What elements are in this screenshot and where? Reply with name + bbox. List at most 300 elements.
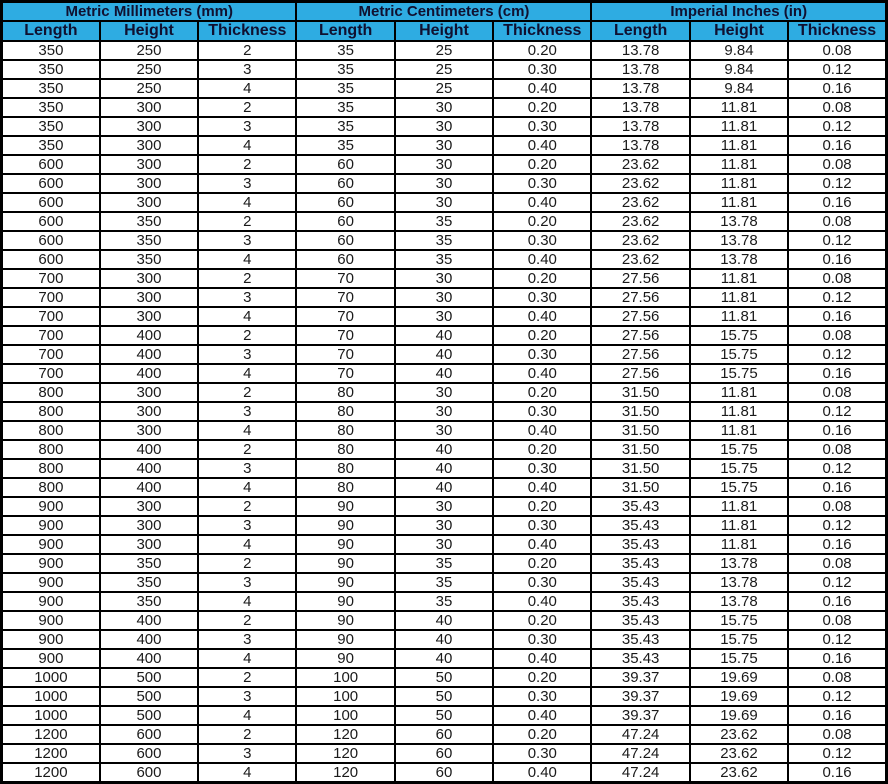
table-cell: 11.81 xyxy=(690,98,788,117)
table-cell: 0.12 xyxy=(788,117,886,136)
table-cell: 400 xyxy=(100,649,198,668)
table-cell: 11.81 xyxy=(690,383,788,402)
table-cell: 9.84 xyxy=(690,79,788,98)
table-cell: 39.37 xyxy=(591,668,689,687)
table-cell: 27.56 xyxy=(591,288,689,307)
table-cell: 30 xyxy=(395,155,493,174)
table-cell: 40 xyxy=(395,611,493,630)
table-row xyxy=(2,573,887,592)
table-cell: 3 xyxy=(198,174,296,193)
table-cell: 19.69 xyxy=(690,687,788,706)
table-cell: 11.81 xyxy=(690,174,788,193)
table-cell: 9.84 xyxy=(690,41,788,60)
table-cell: 100 xyxy=(296,668,394,687)
table-cell: 0.08 xyxy=(788,98,886,117)
table-cell: 35.43 xyxy=(591,516,689,535)
table-cell: 19.69 xyxy=(690,706,788,725)
table-cell: 300 xyxy=(100,402,198,421)
table-cell: 13.78 xyxy=(591,98,689,117)
table-cell: 31.50 xyxy=(591,402,689,421)
table-cell: 0.40 xyxy=(493,421,591,440)
table-row xyxy=(2,155,887,174)
table-cell: 0.16 xyxy=(788,307,886,326)
table-cell: 11.81 xyxy=(690,402,788,421)
table-cell: 31.50 xyxy=(591,459,689,478)
table-row xyxy=(2,744,887,763)
table-cell: 23.62 xyxy=(591,174,689,193)
table-row xyxy=(2,60,887,79)
table-row xyxy=(2,288,887,307)
table-cell: 1200 xyxy=(2,763,100,783)
table-cell: 23.62 xyxy=(591,212,689,231)
table-cell: 120 xyxy=(296,763,394,783)
table-cell: 27.56 xyxy=(591,326,689,345)
table-cell: 13.78 xyxy=(690,212,788,231)
table-cell: 300 xyxy=(100,193,198,212)
table-cell: 900 xyxy=(2,497,100,516)
table-cell: 0.40 xyxy=(493,706,591,725)
table-cell: 0.12 xyxy=(788,288,886,307)
table-cell: 350 xyxy=(100,231,198,250)
table-cell: 31.50 xyxy=(591,478,689,497)
table-cell: 2 xyxy=(198,725,296,744)
table-cell: 60 xyxy=(395,744,493,763)
table-row xyxy=(2,345,887,364)
table-cell: 35.43 xyxy=(591,611,689,630)
table-cell: 1200 xyxy=(2,725,100,744)
table-cell: 400 xyxy=(100,478,198,497)
table-cell: 0.16 xyxy=(788,763,886,783)
table-cell: 0.30 xyxy=(493,573,591,592)
table-cell: 15.75 xyxy=(690,345,788,364)
table-cell: 50 xyxy=(395,706,493,725)
table-cell: 0.16 xyxy=(788,649,886,668)
table-cell: 2 xyxy=(198,41,296,60)
table-cell: 0.30 xyxy=(493,630,591,649)
column-header-mm-thickness: Thickness xyxy=(198,21,296,41)
table-cell: 35 xyxy=(296,98,394,117)
table-cell: 60 xyxy=(395,763,493,783)
table-row xyxy=(2,364,887,383)
table-cell: 40 xyxy=(395,649,493,668)
table-row xyxy=(2,668,887,687)
table-cell: 0.16 xyxy=(788,193,886,212)
table-cell: 1000 xyxy=(2,687,100,706)
table-cell: 1000 xyxy=(2,706,100,725)
table-cell: 15.75 xyxy=(690,611,788,630)
table-row xyxy=(2,535,887,554)
table-cell: 0.20 xyxy=(493,155,591,174)
table-cell: 600 xyxy=(100,763,198,783)
table-cell: 90 xyxy=(296,497,394,516)
table-cell: 27.56 xyxy=(591,269,689,288)
table-row xyxy=(2,402,887,421)
table-cell: 0.20 xyxy=(493,269,591,288)
table-cell: 0.20 xyxy=(493,668,591,687)
table-cell: 0.30 xyxy=(493,231,591,250)
table-cell: 23.62 xyxy=(591,231,689,250)
table-cell: 600 xyxy=(2,250,100,269)
table-cell: 0.30 xyxy=(493,60,591,79)
column-header-in-height: Height xyxy=(690,21,788,41)
table-cell: 11.81 xyxy=(690,535,788,554)
table-cell: 800 xyxy=(2,383,100,402)
table-cell: 2 xyxy=(198,326,296,345)
table-cell: 400 xyxy=(100,364,198,383)
table-cell: 4 xyxy=(198,250,296,269)
table-cell: 15.75 xyxy=(690,459,788,478)
table-cell: 15.75 xyxy=(690,630,788,649)
table-header xyxy=(2,2,887,42)
table-cell: 23.62 xyxy=(591,250,689,269)
table-cell: 30 xyxy=(395,288,493,307)
group-header-row xyxy=(2,2,887,22)
table-cell: 15.75 xyxy=(690,440,788,459)
table-cell: 0.12 xyxy=(788,516,886,535)
table-cell: 400 xyxy=(100,630,198,649)
table-cell: 600 xyxy=(100,725,198,744)
table-cell: 250 xyxy=(100,41,198,60)
table-cell: 80 xyxy=(296,383,394,402)
table-cell: 0.12 xyxy=(788,630,886,649)
table-row xyxy=(2,117,887,136)
table-cell: 11.81 xyxy=(690,136,788,155)
table-cell: 0.30 xyxy=(493,459,591,478)
table-cell: 90 xyxy=(296,573,394,592)
table-cell: 2 xyxy=(198,497,296,516)
table-cell: 80 xyxy=(296,440,394,459)
table-row xyxy=(2,174,887,193)
table-cell: 15.75 xyxy=(690,364,788,383)
table-cell: 900 xyxy=(2,573,100,592)
table-cell: 2 xyxy=(198,269,296,288)
table-cell: 40 xyxy=(395,326,493,345)
table-cell: 35.43 xyxy=(591,497,689,516)
table-cell: 600 xyxy=(2,212,100,231)
table-cell: 35.43 xyxy=(591,649,689,668)
table-cell: 500 xyxy=(100,668,198,687)
table-cell: 3 xyxy=(198,117,296,136)
table-cell: 0.20 xyxy=(493,440,591,459)
table-cell: 3 xyxy=(198,288,296,307)
table-cell: 0.40 xyxy=(493,478,591,497)
table-cell: 4 xyxy=(198,649,296,668)
table-cell: 0.40 xyxy=(493,193,591,212)
table-cell: 800 xyxy=(2,402,100,421)
table-row xyxy=(2,516,887,535)
table-row xyxy=(2,725,887,744)
table-cell: 13.78 xyxy=(591,41,689,60)
table-cell: 3 xyxy=(198,516,296,535)
table-cell: 4 xyxy=(198,136,296,155)
table-cell: 4 xyxy=(198,307,296,326)
table-cell: 80 xyxy=(296,402,394,421)
table-cell: 4 xyxy=(198,193,296,212)
table-cell: 3 xyxy=(198,630,296,649)
table-row xyxy=(2,497,887,516)
table-cell: 3 xyxy=(198,345,296,364)
table-cell: 4 xyxy=(198,763,296,783)
table-cell: 3 xyxy=(198,744,296,763)
table-cell: 15.75 xyxy=(690,478,788,497)
table-cell: 0.08 xyxy=(788,554,886,573)
table-cell: 13.78 xyxy=(690,250,788,269)
table-cell: 0.12 xyxy=(788,459,886,478)
table-cell: 30 xyxy=(395,174,493,193)
table-cell: 3 xyxy=(198,402,296,421)
table-cell: 47.24 xyxy=(591,763,689,783)
table-cell: 0.08 xyxy=(788,212,886,231)
table-cell: 0.12 xyxy=(788,573,886,592)
table-cell: 4 xyxy=(198,592,296,611)
table-cell: 350 xyxy=(2,60,100,79)
table-cell: 300 xyxy=(100,174,198,193)
table-cell: 90 xyxy=(296,516,394,535)
table-cell: 90 xyxy=(296,630,394,649)
table-row xyxy=(2,307,887,326)
table-cell: 350 xyxy=(2,79,100,98)
table-row xyxy=(2,706,887,725)
table-row xyxy=(2,326,887,345)
table-cell: 0.30 xyxy=(493,174,591,193)
table-cell: 3 xyxy=(198,60,296,79)
table-cell: 400 xyxy=(100,459,198,478)
table-cell: 30 xyxy=(395,535,493,554)
table-cell: 0.08 xyxy=(788,611,886,630)
table-cell: 31.50 xyxy=(591,383,689,402)
table-cell: 31.50 xyxy=(591,440,689,459)
table-cell: 0.16 xyxy=(788,136,886,155)
table-cell: 60 xyxy=(296,174,394,193)
table-cell: 0.20 xyxy=(493,326,591,345)
table-cell: 300 xyxy=(100,421,198,440)
table-cell: 35 xyxy=(296,41,394,60)
table-cell: 350 xyxy=(100,554,198,573)
group-header-metric-centimeters: Metric Centimeters (cm) xyxy=(296,2,591,22)
table-cell: 700 xyxy=(2,269,100,288)
table-cell: 30 xyxy=(395,402,493,421)
table-cell: 11.81 xyxy=(690,307,788,326)
table-cell: 0.08 xyxy=(788,497,886,516)
table-cell: 0.12 xyxy=(788,687,886,706)
table-cell: 11.81 xyxy=(690,193,788,212)
table-cell: 13.78 xyxy=(591,136,689,155)
group-header-imperial-inches: Imperial Inches (in) xyxy=(591,2,886,22)
table-cell: 30 xyxy=(395,269,493,288)
table-cell: 50 xyxy=(395,687,493,706)
table-cell: 23.62 xyxy=(591,155,689,174)
table-row xyxy=(2,630,887,649)
table-cell: 27.56 xyxy=(591,345,689,364)
table-cell: 0.16 xyxy=(788,478,886,497)
table-row xyxy=(2,41,887,60)
table-cell: 80 xyxy=(296,421,394,440)
table-cell: 0.12 xyxy=(788,60,886,79)
table-cell: 700 xyxy=(2,326,100,345)
table-cell: 35 xyxy=(395,250,493,269)
table-cell: 900 xyxy=(2,554,100,573)
table-cell: 13.78 xyxy=(690,554,788,573)
table-row xyxy=(2,478,887,497)
table-cell: 30 xyxy=(395,98,493,117)
table-cell: 30 xyxy=(395,136,493,155)
table-cell: 35 xyxy=(296,60,394,79)
table-cell: 0.16 xyxy=(788,706,886,725)
table-cell: 35 xyxy=(395,231,493,250)
table-cell: 250 xyxy=(100,79,198,98)
table-cell: 11.81 xyxy=(690,117,788,136)
table-cell: 2 xyxy=(198,440,296,459)
table-cell: 900 xyxy=(2,630,100,649)
table-cell: 11.81 xyxy=(690,288,788,307)
table-body xyxy=(2,41,887,783)
table-cell: 0.30 xyxy=(493,744,591,763)
table-row xyxy=(2,250,887,269)
table-cell: 0.20 xyxy=(493,725,591,744)
table-row xyxy=(2,611,887,630)
table-cell: 0.08 xyxy=(788,440,886,459)
table-cell: 350 xyxy=(100,250,198,269)
table-cell: 60 xyxy=(395,725,493,744)
table-cell: 25 xyxy=(395,60,493,79)
table-cell: 90 xyxy=(296,554,394,573)
column-header-in-length: Length xyxy=(591,21,689,41)
table-cell: 700 xyxy=(2,307,100,326)
table-cell: 47.24 xyxy=(591,725,689,744)
table-cell: 25 xyxy=(395,41,493,60)
table-cell: 900 xyxy=(2,535,100,554)
table-cell: 800 xyxy=(2,478,100,497)
table-cell: 50 xyxy=(395,668,493,687)
table-cell: 25 xyxy=(395,79,493,98)
table-cell: 4 xyxy=(198,364,296,383)
table-row xyxy=(2,98,887,117)
table-cell: 11.81 xyxy=(690,421,788,440)
table-cell: 4 xyxy=(198,535,296,554)
table-cell: 13.78 xyxy=(591,117,689,136)
table-cell: 90 xyxy=(296,592,394,611)
table-cell: 30 xyxy=(395,117,493,136)
table-cell: 40 xyxy=(395,478,493,497)
table-cell: 60 xyxy=(296,212,394,231)
table-cell: 80 xyxy=(296,459,394,478)
table-cell: 300 xyxy=(100,288,198,307)
table-cell: 700 xyxy=(2,345,100,364)
table-cell: 23.62 xyxy=(690,744,788,763)
table-cell: 800 xyxy=(2,440,100,459)
table-cell: 40 xyxy=(395,345,493,364)
table-cell: 0.30 xyxy=(493,516,591,535)
column-header-in-thickness: Thickness xyxy=(788,21,886,41)
table-cell: 35 xyxy=(296,79,394,98)
table-cell: 400 xyxy=(100,345,198,364)
table-cell: 0.08 xyxy=(788,725,886,744)
table-cell: 35.43 xyxy=(591,554,689,573)
table-cell: 35 xyxy=(296,117,394,136)
table-cell: 0.16 xyxy=(788,79,886,98)
table-cell: 900 xyxy=(2,649,100,668)
table-cell: 0.08 xyxy=(788,41,886,60)
table-cell: 300 xyxy=(100,269,198,288)
table-cell: 700 xyxy=(2,288,100,307)
table-cell: 0.30 xyxy=(493,687,591,706)
table-cell: 0.08 xyxy=(788,326,886,345)
table-cell: 0.16 xyxy=(788,250,886,269)
table-cell: 35 xyxy=(395,212,493,231)
table-row xyxy=(2,269,887,288)
table-cell: 0.08 xyxy=(788,155,886,174)
table-cell: 0.08 xyxy=(788,269,886,288)
table-cell: 90 xyxy=(296,649,394,668)
table-cell: 15.75 xyxy=(690,649,788,668)
table-cell: 900 xyxy=(2,611,100,630)
table-row xyxy=(2,649,887,668)
table-cell: 11.81 xyxy=(690,269,788,288)
group-header-metric-millimeters: Metric Millimeters (mm) xyxy=(2,2,297,22)
table-cell: 23.62 xyxy=(690,763,788,783)
table-cell: 47.24 xyxy=(591,744,689,763)
table-cell: 13.78 xyxy=(690,231,788,250)
table-cell: 4 xyxy=(198,706,296,725)
table-row xyxy=(2,687,887,706)
table-cell: 30 xyxy=(395,516,493,535)
table-cell: 400 xyxy=(100,611,198,630)
table-cell: 0.40 xyxy=(493,763,591,783)
table-row xyxy=(2,136,887,155)
table-cell: 40 xyxy=(395,440,493,459)
table-cell: 350 xyxy=(2,98,100,117)
table-cell: 4 xyxy=(198,79,296,98)
table-cell: 300 xyxy=(100,307,198,326)
table-cell: 0.16 xyxy=(788,421,886,440)
table-cell: 2 xyxy=(198,212,296,231)
table-cell: 30 xyxy=(395,421,493,440)
table-cell: 350 xyxy=(2,41,100,60)
table-cell: 13.78 xyxy=(591,60,689,79)
table-cell: 350 xyxy=(100,212,198,231)
table-cell: 70 xyxy=(296,345,394,364)
table-cell: 600 xyxy=(2,155,100,174)
table-cell: 120 xyxy=(296,744,394,763)
table-cell: 900 xyxy=(2,592,100,611)
table-cell: 500 xyxy=(100,687,198,706)
table-cell: 40 xyxy=(395,459,493,478)
table-cell: 3 xyxy=(198,459,296,478)
table-cell: 300 xyxy=(100,383,198,402)
column-header-mm-length: Length xyxy=(2,21,100,41)
table-cell: 0.08 xyxy=(788,668,886,687)
table-cell: 0.12 xyxy=(788,402,886,421)
table-cell: 600 xyxy=(2,174,100,193)
table-cell: 0.16 xyxy=(788,592,886,611)
table-cell: 0.12 xyxy=(788,231,886,250)
table-row xyxy=(2,459,887,478)
table-cell: 19.69 xyxy=(690,668,788,687)
table-cell: 0.20 xyxy=(493,383,591,402)
table-cell: 100 xyxy=(296,687,394,706)
table-cell: 0.20 xyxy=(493,611,591,630)
table-cell: 60 xyxy=(296,193,394,212)
table-cell: 300 xyxy=(100,155,198,174)
table-cell: 500 xyxy=(100,706,198,725)
table-cell: 35 xyxy=(395,573,493,592)
table-cell: 120 xyxy=(296,725,394,744)
table-cell: 35.43 xyxy=(591,592,689,611)
table-cell: 23.62 xyxy=(591,193,689,212)
table-cell: 0.16 xyxy=(788,364,886,383)
table-cell: 0.40 xyxy=(493,250,591,269)
table-cell: 2 xyxy=(198,155,296,174)
